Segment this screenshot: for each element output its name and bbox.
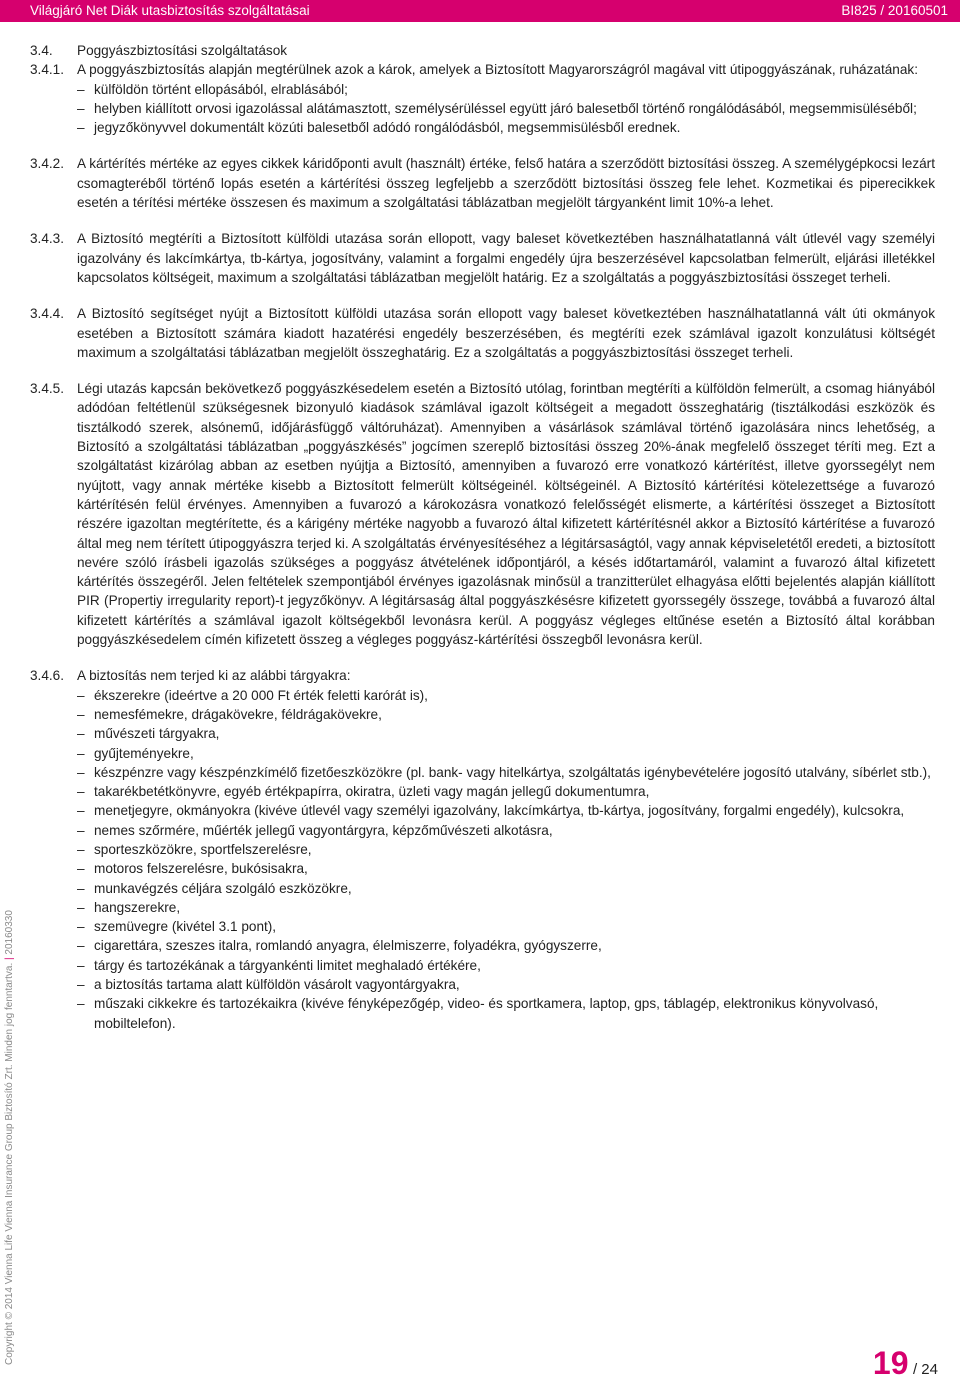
list-item: – munkavégzés céljára szolgáló eszközökre,: [77, 879, 935, 898]
current-page: 19: [872, 1345, 909, 1381]
list-item: – külföldön történt ellopásából, elrablásából;: [77, 80, 935, 99]
list-item: – nemesfémekre, drágakövekre, féldrágakövekre,: [77, 705, 935, 724]
clause-3-4-2: [30, 154, 935, 212]
copyright-separator: |: [4, 957, 15, 960]
list-item: – műszaki cikkekre és tartozékaikra (kivéve fényképezőgép, video- és sportkamera, laptop, gps, táblagép, elektronikus könyvolvasó, mobiltelefon).: [77, 994, 935, 1033]
clause-text: A Biztosító megtéríti a Biztosított külföldi utazása során ellopott, vagy baleset következtében használhatatlanná vált útlevél vagy személyi igazolvány és lakcímkártya, tb-kártya, jogosítvány, valamint a forgalmi engedély újra beszerzésével kapcsolatban felmerült, eljárási illetékkel kapcsolatos költségeit, maximum a szolgáltatási táblázatban megjelölt határig. Ez a szolgáltatás a poggyászbiztosítási összeget terheli.: [77, 231, 935, 285]
clause-3-4-1: [30, 60, 935, 137]
clause-number: 3.4.3.: [30, 231, 65, 247]
total-pages: / 24: [912, 1361, 938, 1378]
list-item: – művészeti tárgyakra,: [77, 724, 935, 743]
page-header: [0, 0, 960, 22]
copyright-date: 20160330: [4, 910, 15, 955]
clause-3-4-3: [30, 229, 935, 287]
clause-3-4-5: [30, 379, 935, 649]
list-item: – ékszerekre (ideértve a 20 000 Ft érték feletti karórát is),: [77, 686, 935, 705]
clause-intro: A biztosítás nem terjed ki az alábbi tárgyakra:: [77, 668, 351, 684]
list-item: – motoros felszerelésre, bukósisakra,: [77, 859, 935, 878]
section-heading: [30, 41, 935, 60]
copyright-sidebar: [0, 850, 22, 1365]
clause-text: A kártérítés mértéke az egyes cikkek káridőponti avult (használt) értéke, felső határa a szerződött biztosítási összeg. A személygépkocsi lezárt csomagteréből történő lopás esetén a kártérítési összeg legfeljebb a szerződött biztosítási összeg fele lehet. Kozmetikai és piperecikkek esetén a térítési mértéke összesen és maximum a szolgáltatási táblázatban megjelölt tárgyanként limit 10%-a lehet.: [77, 156, 935, 211]
list-item: – cigarettára, szeszes italra, romlandó anyagra, élelmiszerre, folyadékra, gyógyszerre,: [77, 936, 935, 955]
copyright-text: Copyright © 2014 Vienna Life Vienna Insurance Group Biztosító Zrt. Minden jog fenntartva.: [4, 962, 15, 1365]
list-item: – nemes szőrmére, műérték jellegű vagyontárgyra, képzőművészeti alkotásra,: [77, 821, 935, 840]
clause-number: 3.4.5.: [30, 381, 65, 397]
list-item: – a biztosítás tartama alatt külföldön vásárolt vagyontárgyakra,: [77, 975, 935, 994]
list-item: – készpénzre vagy készpénzkímélő fizetőeszközökre (pl. bank- vagy hitelkártya, szolgáltatás igénybevételére jogosító utalvány, síbérlet stb.),: [77, 763, 935, 782]
list-item: – helyben kiállított orvosi igazolással alátámasztott, személysérüléssel együtt járó balesetből történő rongálódásából, megsemmisüléséből;: [77, 99, 935, 118]
list-item: – hangszerekre,: [77, 898, 935, 917]
list-item: – tárgy és tartozékának a tárgyankénti limitet meghaladó értékére,: [77, 956, 935, 975]
document-body: [30, 41, 935, 1033]
list-item: – gyűjteményekre,: [77, 744, 935, 763]
clause-number: 3.4.4.: [30, 306, 65, 322]
list-item: – menetjegyre, okmányokra (kivéve útlevél vagy személyi igazolvány, lakcímkártya, tb-kártya, jogosítvány, forgalmi engedély), kulcsokra,: [77, 801, 935, 820]
section-number: 3.4.: [30, 43, 53, 58]
header-title: Világjáró Net Diák utasbiztosítás szolgáltatásai: [30, 3, 310, 18]
bullet-list: [77, 80, 935, 138]
clause-intro: A poggyászbiztosítás alapján megtérülnek azok a károk, amelyek a Biztosított Magyarországról magával vitt útipoggyászának, ruházatának:: [77, 62, 918, 78]
section-title: Poggyászbiztosítási szolgáltatások: [77, 43, 288, 58]
clause-3-4-6: [30, 666, 935, 1033]
list-item: – takarékbetétkönyvre, egyéb értékpapírra, okiratra, üzleti vagy magán jellegű dokumentumra,: [77, 782, 935, 801]
clause-text: Légi utazás kapcsán bekövetkező poggyászkésedelem esetén a Biztosító utólag, forintban megtéríti a külföldön felmerült, a csomag hiányából adódóan feltétlenül szükségesnek bizonyuló kiadások számlával igazolt költségeit a megadott összeghatárig (tisztálkodási eszközök és tisztálkodó szerek, alsónemű, időjárásfüggő váltóruházat). Amennyiben a vásárlások számlával történő igazolására nincs lehetőség, a Biztosító a szolgáltatási táblázatban „poggyászkésés” jogcímen szereplő biztosítási összeg 20%-ának megfelelő összeget téríti meg. Ezt a szolgáltatást kizárólag abban az esetben nyújtja a Biztosító, amennyiben a fuvarozó erre vonatkozó kártérítést, illetve gyorssegélyt nem nyújtott, vagy annak mértéke kisebb a Biztosított felmerült költségeinél. költségeinél. A Biztosító kártérítési kötelezettsége a fuvarozó kártérítésén felül érvényes. Amennyiben a fuvarozó a károkozásra vonatkozó felelősségét elismerte, a kártérítési összeget a Biztosított részére igazoltan megtérítette, és a kárigény mértéke nagyobb a fuvarozó által kifizetett kártérítésnél akkor a Biztosító kártérítése a fuvarozó által meg nem térített útipoggyászra terjed ki. A szolgáltatás érvényesítéséhez a légitársaságtól, vagy annak képviseletétől eredeti, a biztosított nevére szóló írásbeli igazolás szükséges a poggyász átvételének időpontjáról, a késés időtartamáról, valamint a fuvarozó által kifizetett kártérítés összegéről. Jelen feltételek szempontjából érvényes igazolásnak minősül a tranzitterület elhagyása előtti bejelentés alapján kiállított PIR (Propertiy irregularity report)-t jegyzőkönyv. A légitársaság által poggyászkésésre kifizetett gyorssegély összege, továbbá a fuvarozó által kifizetett kártérítés a számlával igazolt költségekből levonásra kerül. A poggyász végleges eltűnése esetén a Biztosító által korábban poggyászkésedelem címén kifizetett összeg a végleges poggyász-kártérítési összegből levonásra kerül.: [77, 381, 935, 648]
clause-number: 3.4.2.: [30, 156, 65, 172]
list-item: – sporteszközökre, sportfelszerelésre,: [77, 840, 935, 859]
exclusion-list: [77, 686, 935, 1033]
clause-number: 3.4.1.: [30, 62, 65, 78]
clause-3-4-4: [30, 304, 935, 362]
clause-number: 3.4.6.: [30, 668, 65, 684]
list-item: – jegyzőkönyvvel dokumentált közúti balesetből adódó rongálódásból, megsemmisülésből erednek.: [77, 118, 935, 137]
list-item: – szemüvegre (kivétel 3.1 pont),: [77, 917, 935, 936]
document-code: BI825 / 20160501: [841, 3, 948, 18]
clause-text: A Biztosító segítséget nyújt a Biztosított külföldi utazása során ellopott vagy baleset következtében használhatatlanná vált úti okmányok esetében a Biztosított számára kiadott hazatérési engedély beszerzésében, és megtéríti ezek számlával igazolt konzulátusi költségét maximum a szolgáltatási táblázatban megjelölt összeghatárig. Ez a szolgáltatás a poggyászbiztosítási összeget terheli.: [77, 306, 935, 360]
page-number: [873, 1345, 938, 1382]
